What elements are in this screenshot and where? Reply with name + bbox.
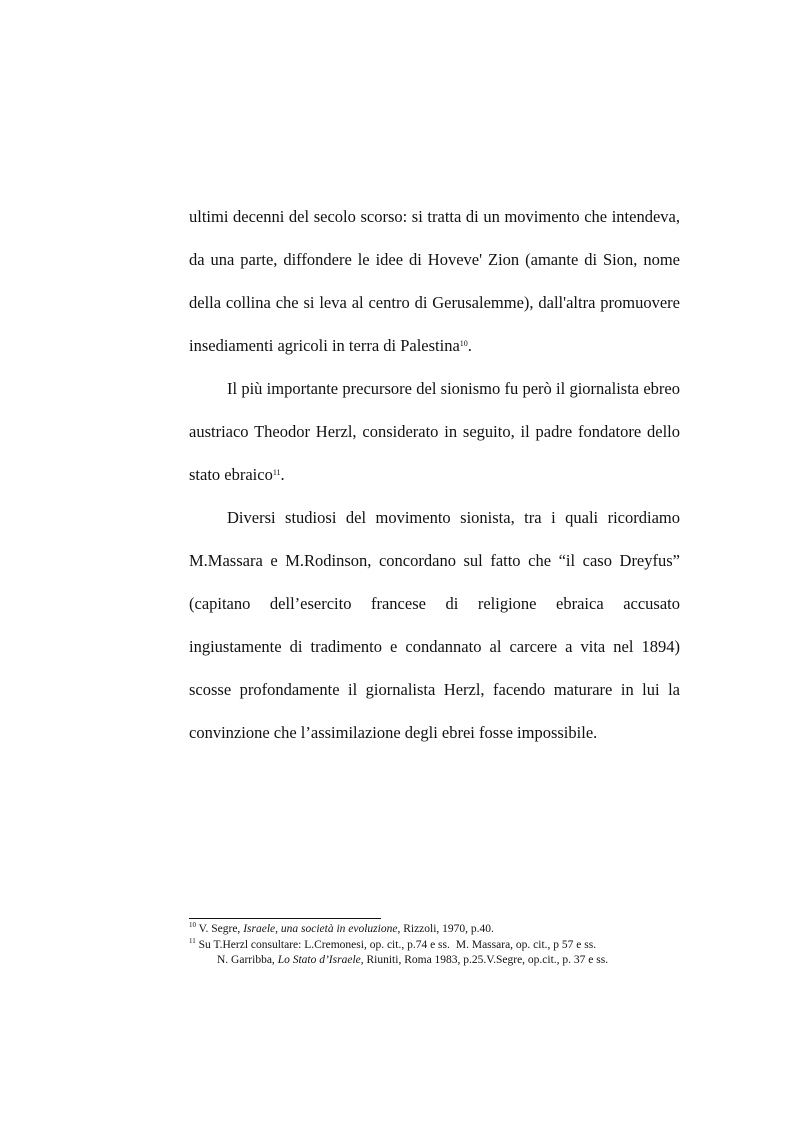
paragraph-1 — [189, 195, 680, 367]
paragraph-2 — [189, 367, 680, 496]
body-text — [189, 195, 680, 754]
footnote-10-author: V. Segre, — [198, 923, 241, 935]
paragraph-3-text: Diversi studiosi del movimento sionista, tra i quali ricordiamo M.Massara e M.Rodinson, concordano sul fatto che “il caso Dreyfus” (capitano dell’esercito francese di religione ebraica accusato ingiustamente di tradimento e condannato al carcere a vita nel 1894) scosse profondamente il giornalista Herzl, facendo maturare in lui la convinzione che l’assimilazione degli ebrei fosse impossibile. — [189, 508, 680, 742]
paragraph-1-end: . — [467, 336, 472, 355]
footnote-11-part4: , Riuniti, Roma 1983, p.25.V.Segre, op.cit., p. 37 e ss. — [360, 954, 609, 966]
paragraph-1-text: ultimi decenni del secolo scorso: si tratta di un movimento che intendeva, da una parte, diffondere le idee di Hoveve' Zion (amante di Sion, nome della collina che si leva al centro di Gerusalemme), dall'altra promuovere insediamenti agricoli in terra di Palestina — [189, 207, 680, 355]
footnote-11 — [189, 938, 681, 969]
footnote-10-number: 10 — [189, 921, 196, 929]
footnote-10 — [189, 922, 681, 938]
footnote-10-rest: , Rizzoli, 1970, p.40. — [397, 923, 494, 935]
footnote-11-title: Lo Stato d’Israele — [277, 954, 361, 966]
paragraph-3 — [189, 496, 680, 754]
footnote-11-part1: Su T.Herzl consultare: L.Cremonesi, op. cit., p.74 e ss. — [198, 938, 450, 951]
footnote-divider — [189, 918, 381, 919]
paragraph-2-end: . — [280, 465, 285, 484]
footnote-10-title: Israele, una società in evoluzione — [243, 923, 398, 935]
footnotes — [189, 922, 681, 969]
footnote-11-part2: M. Massara, op. cit., p 57 e ss. — [455, 938, 597, 951]
paragraph-2-text: Il più importante precursore del sionismo fu però il giornalista ebreo austriaco Theodor Herzl, considerato in seguito, il padre fondatore dello stato ebraico — [189, 379, 680, 484]
footnote-ref-11[interactable]: 11 — [272, 468, 281, 477]
footnote-11-number: 11 — [189, 936, 196, 945]
footnote-11-part3: N. Garribba, — [217, 954, 275, 966]
footnote-ref-10[interactable]: 10 — [459, 339, 468, 348]
